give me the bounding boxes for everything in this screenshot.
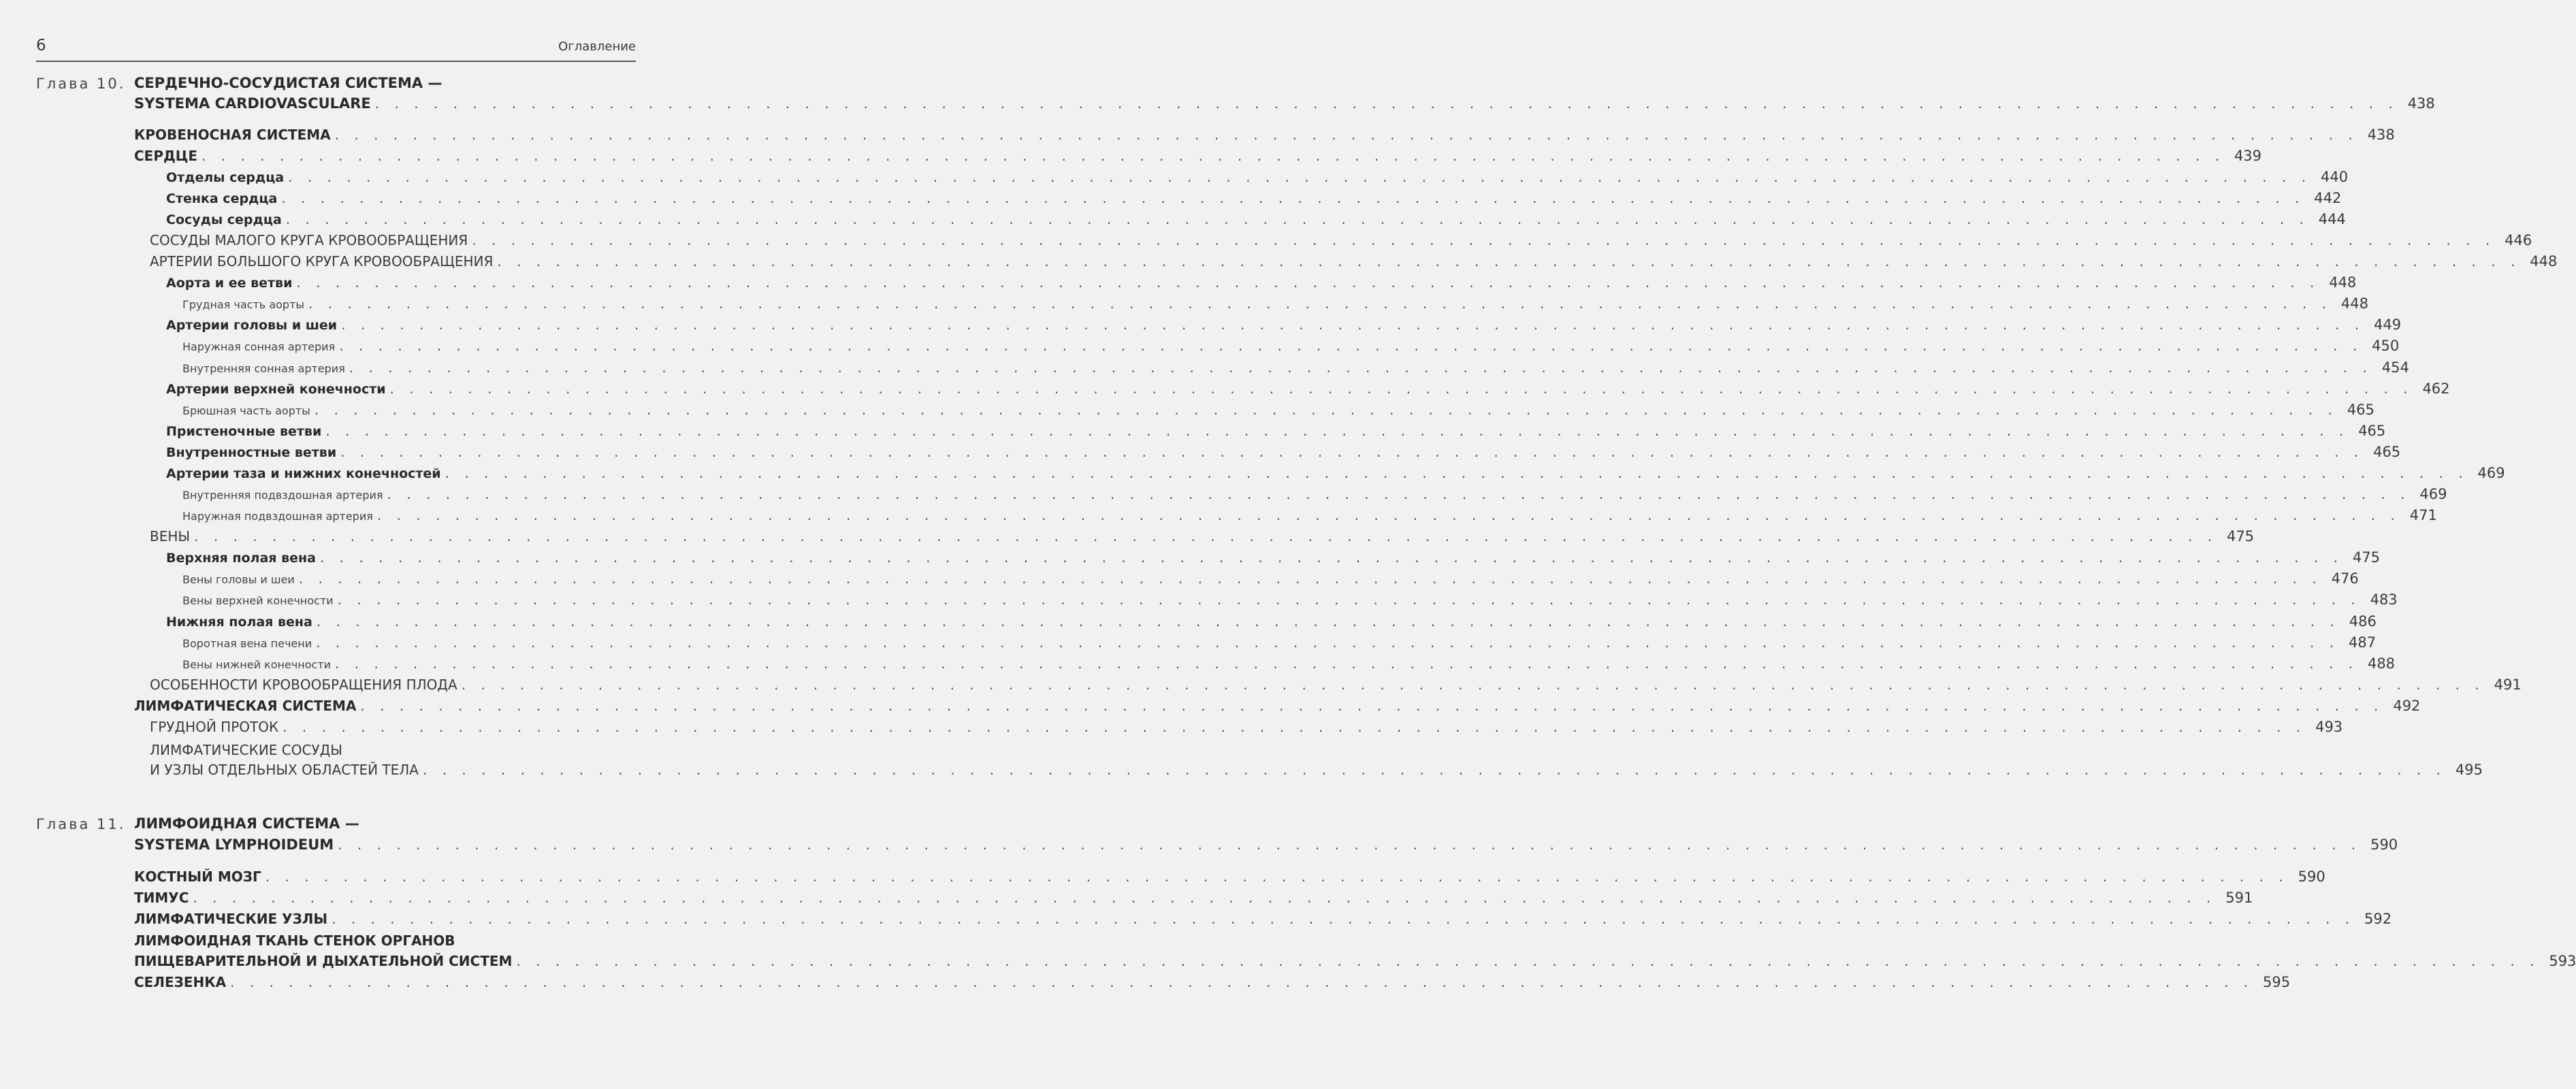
toc-entry: Отделы сердца . . . 440 xyxy=(0,169,803,189)
page-number: 6 xyxy=(36,37,46,54)
running-header: Оглавление xyxy=(558,39,636,54)
chapter-title-line: SYSTEMA CARDIOVASCULARE . . . 438 xyxy=(0,95,771,116)
toc-entry: ГРУДНОЙ ПРОТОК . . . 493 xyxy=(0,719,786,739)
toc-entry: Вены верхней конечности . . . 483 xyxy=(0,591,819,612)
toc-entry: СЕЛЕЗЕНКА . . . 595 xyxy=(0,974,771,994)
toc-entry: Наружная сонная артерия . . . 450 xyxy=(0,338,819,358)
toc-entry: Верхняя полая вена . . . 475 xyxy=(0,549,803,570)
chapter-label: Глава 11. xyxy=(36,816,126,832)
toc-entry: Вены нижней конечности . . . 488 xyxy=(0,655,819,676)
toc-entry: Внутренностные ветви . . . 465 xyxy=(0,444,803,464)
toc-entry: И УЗЛЫ ОТДЕЛЬНЫХ ОБЛАСТЕЙ ТЕЛА . . . 495 xyxy=(0,762,786,782)
chapter-title-line: SYSTEMA LYMPHOIDEUM . . . 590 xyxy=(0,836,771,857)
toc-entry: Внутренняя сонная артерия . . . 454 xyxy=(0,359,819,380)
toc-entry: Воротная вена печени . . . 487 xyxy=(0,634,819,655)
toc-entry: СОСУДЫ МАЛОГО КРУГА КРОВООБРАЩЕНИЯ . . . 446 xyxy=(0,232,786,253)
toc-entry: ЛИМФАТИЧЕСКИЕ УЗЛЫ . . . 592 xyxy=(0,911,771,931)
toc-entry: Нижняя полая вена . . . 486 xyxy=(0,613,803,634)
toc-entry: ПИЩЕВАРИТЕЛЬНОЙ И ДЫХАТЕЛЬНОЙ СИСТЕМ . . . 593 xyxy=(0,953,771,973)
chapter-label: Глава 10. xyxy=(36,76,126,92)
toc-entry: Сосуды сердца . . . 444 xyxy=(0,211,803,231)
toc-entry: ЛИМФОИДНАЯ ТКАНЬ СТЕНОК ОРГАНОВ xyxy=(134,932,455,949)
toc-entry: Стенка сердца . . . 442 xyxy=(0,190,803,210)
toc-entry: ТИМУС . . . 591 xyxy=(0,890,771,910)
toc-entry: КРОВЕНОСНАЯ СИСТЕМА . . . 438 xyxy=(0,127,771,147)
toc-entry: ЛИМФАТИЧЕСКАЯ СИСТЕМА . . . 492 xyxy=(0,698,771,718)
header-rule xyxy=(36,61,636,62)
chapter-title: СЕРДЕЧНО-СОСУДИСТАЯ СИСТЕМА — xyxy=(134,75,442,91)
toc-entry: КОСТНЫЙ МОЗГ . . . 590 xyxy=(0,868,771,889)
toc-entry: Грудная часть аорты . . . 448 xyxy=(0,295,819,316)
toc-entry: Артерии верхней конечности . . . 462 xyxy=(0,380,803,401)
toc-entry: СЕРДЦЕ . . . 439 xyxy=(0,148,771,168)
toc-entry: Артерии головы и шеи . . . 449 xyxy=(0,316,803,337)
toc-entry: Вены головы и шеи . . . 476 xyxy=(0,570,819,591)
toc-entry: Внутренняя подвздошная артерия . . . 469 xyxy=(0,486,819,506)
toc-entry: АРТЕРИИ БОЛЬШОГО КРУГА КРОВООБРАЩЕНИЯ . . . 448 xyxy=(0,253,786,274)
toc-entry: ОСОБЕННОСТИ КРОВООБРАЩЕНИЯ ПЛОДА . . . 491 xyxy=(0,677,786,697)
toc-entry: Аорта и ее ветви . . . 448 xyxy=(0,274,803,295)
chapter-title: ЛИМФОИДНАЯ СИСТЕМА — xyxy=(134,815,359,832)
toc-entry: ВЕНЫ . . . 475 xyxy=(0,528,786,549)
toc-entry: Наружная подвздошная артерия . . . 471 xyxy=(0,507,819,527)
toc-entry: Артерии таза и нижних конечностей . . . 469 xyxy=(0,465,803,485)
toc-entry: ЛИМФАТИЧЕСКИЕ СОСУДЫ xyxy=(150,742,342,758)
toc-entry: Пристеночные ветви . . . 465 xyxy=(0,423,803,443)
toc-entry: Брюшная часть аорты . . . 465 xyxy=(0,402,819,422)
